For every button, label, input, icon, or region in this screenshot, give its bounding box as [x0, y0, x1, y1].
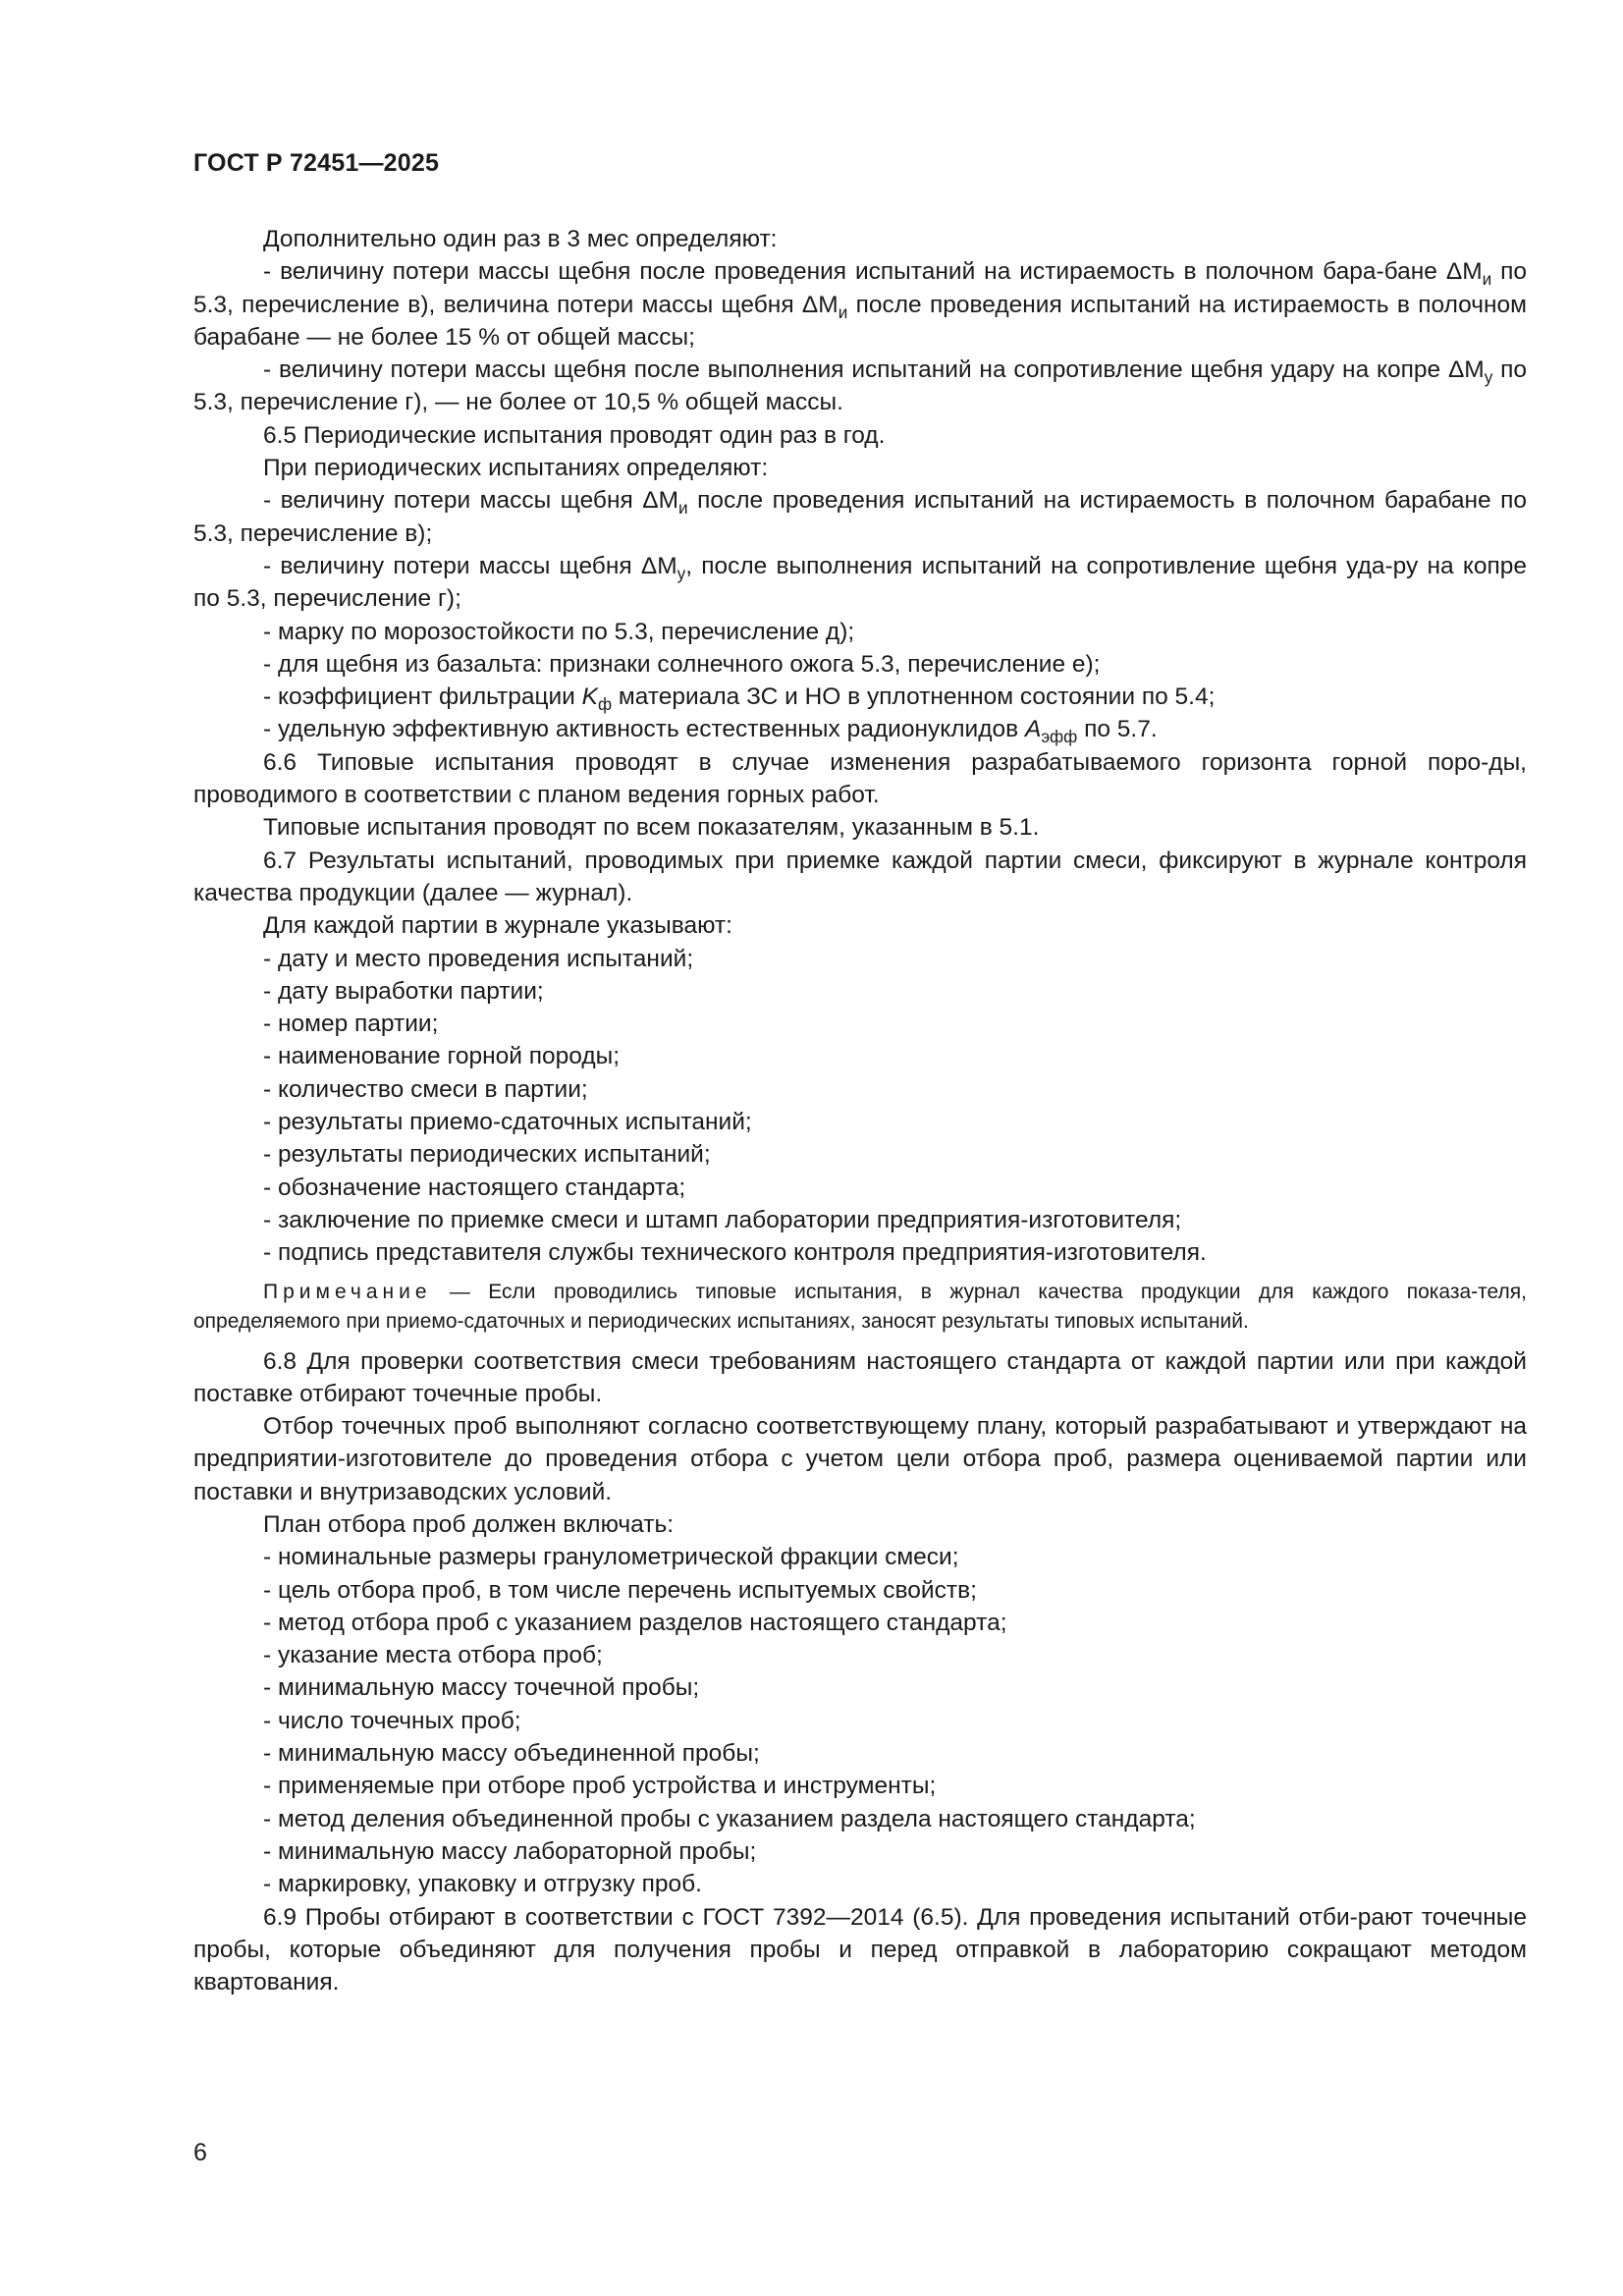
list-item: - обозначение настоящего стандарта;: [263, 1174, 686, 1201]
list-item: - маркировку, упаковку и отгрузку проб.: [263, 1871, 702, 1898]
list-item: - минимальную массу лабораторной пробы;: [263, 1837, 757, 1865]
paragraph: Дополнительно один раз в 3 мес определяют:: [263, 226, 778, 252]
list-item: - наименование горной породы;: [263, 1043, 621, 1070]
list-item: - номер партии;: [263, 1011, 439, 1038]
paragraph: План отбора проб должен включать:: [263, 1510, 675, 1538]
list-item: - дату выработки партии;: [263, 977, 544, 1005]
paragraph: 6.5 Периодические испытания проводят один раз в год.: [263, 421, 886, 449]
list-item: - заключение по приемке смеси и штамп лаборатории предприятия-изготовителя;: [263, 1206, 1182, 1233]
list-item: - минимальную массу точечной пробы;: [263, 1674, 700, 1702]
list-item: - удельную эффективную активность естественных радионуклидов $A_{эфф}$ по 5.7.: [263, 716, 1158, 747]
journal-list: [193, 943, 1527, 1270]
list-item: - результаты приемо-сдаточных испытаний;: [263, 1109, 752, 1136]
paragraph: Отбор точечных проб выполняют согласно соответствующему плану, который разрабатывают и утверждают на предприятии-изготовителе до проведения отбора с учетом цели отбора проб, размера оцениваемой партии или поставки и внутризаводских условий.: [193, 1413, 1527, 1505]
paragraph: 6.6 Типовые испытания проводят в случае изменения разрабатываемого горизонта горной поро-ды, проводимого в соответствии с планом ведения горных работ.: [193, 748, 1527, 809]
list-item: - номинальные размеры гранулометрической фракции смеси;: [263, 1544, 959, 1571]
list-item: - дату и место проведения испытаний;: [263, 945, 694, 972]
paragraph: При периодических испытаниях определяют:: [263, 455, 769, 482]
note-label: Примечание: [263, 1280, 432, 1303]
list-item: - величину потери массы щебня $\Delta M_у$, после выполнения испытаний на сопротивление щебня уда-ру на копре по 5.3, перечисление г);: [193, 552, 1527, 613]
list-item: - число точечных проб;: [263, 1707, 521, 1734]
paragraph: Для каждой партии в журнале указывают:: [263, 912, 732, 940]
paragraph: 6.8 Для проверки соответствия смеси требованиям настоящего стандарта от каждой партии или при каждой поставке отбирают точечные пробы.: [193, 1347, 1527, 1407]
list-item: - цель отбора проб, в том числе перечень испытуемых свойств;: [263, 1576, 977, 1604]
list-item: - указание места отбора проб;: [263, 1642, 603, 1669]
list-item: - минимальную массу объединенной пробы;: [263, 1740, 760, 1768]
list-item: - применяемые при отборе проб устройства и инструменты;: [263, 1773, 937, 1800]
paragraph: Типовые испытания проводят по всем показателям, указанным в 5.1.: [263, 814, 1040, 842]
list-item: - результаты периодических испытаний;: [263, 1141, 711, 1169]
list-item: - для щебня из базальта: признаки солнечного ожога 5.3, перечисление е);: [263, 650, 1101, 678]
sampling-plan-list: [193, 1541, 1527, 1900]
list-item: - подпись представителя службы технического контроля предприятия-изготовителя.: [263, 1239, 1207, 1267]
list-item: - метод деления объединенной пробы с указанием раздела настоящего стандарта;: [263, 1805, 1196, 1832]
document-body: [193, 223, 1527, 1998]
page-number: 6: [193, 2139, 207, 2166]
paragraph: 6.9 Пробы отбирают в соответствии с ГОСТ 7392—2014 (6.5). Для проведения испытаний отби-рают точечные пробы, которые объединяют для получения пробы и перед отправкой в лабораторию сокращают методом квартования.: [193, 1903, 1527, 1996]
note: [193, 1278, 1527, 1338]
list-item: - величину потери массы щебня после проведения испытаний на истираемость в полочном бара-бане $\Delta M_и$ по 5.3, перечисление в), величина потери массы щебня $\Delta M_и$ после проведения испытаний на истираемость в полочном барабане — не более 15 % от общей массы;: [193, 258, 1528, 351]
list-item: - марку по морозостойкости по 5.3, перечисление д);: [263, 618, 855, 645]
list-item: - коэффициент фильтрации $K_ф$ материала ЗС и НО в уплотненном состоянии по 5.4;: [263, 683, 1216, 715]
list-item: - величину потери массы щебня $\Delta M_и$ после проведения испытаний на истираемость в полочном барабане по 5.3, перечисление в);: [193, 487, 1527, 547]
list-item: - количество смеси в партии;: [263, 1075, 588, 1103]
paragraph: 6.7 Результаты испытаний, проводимых при приемке каждой партии смеси, фиксируют в журнале контроля качества продукции (далее — журнал).: [193, 847, 1527, 906]
list-item: - метод отбора проб с указанием разделов настоящего стандарта;: [263, 1609, 1007, 1636]
list-item: - величину потери массы щебня после выполнения испытаний на сопротивление щебня удару на копре $\Delta M_у$ по 5.3, перечисление г), — не более от 10,5 % общей массы.: [193, 356, 1527, 416]
standard-header: ГОСТ Р 72451—2025: [193, 149, 440, 177]
note-text: — Если проводились типовые испытания, в журнал качества продукции для каждого показа-теля, определяемого при приемо-сдаточных и периодических испытаниях, заносят результаты типовых испытаний.: [193, 1280, 1527, 1333]
